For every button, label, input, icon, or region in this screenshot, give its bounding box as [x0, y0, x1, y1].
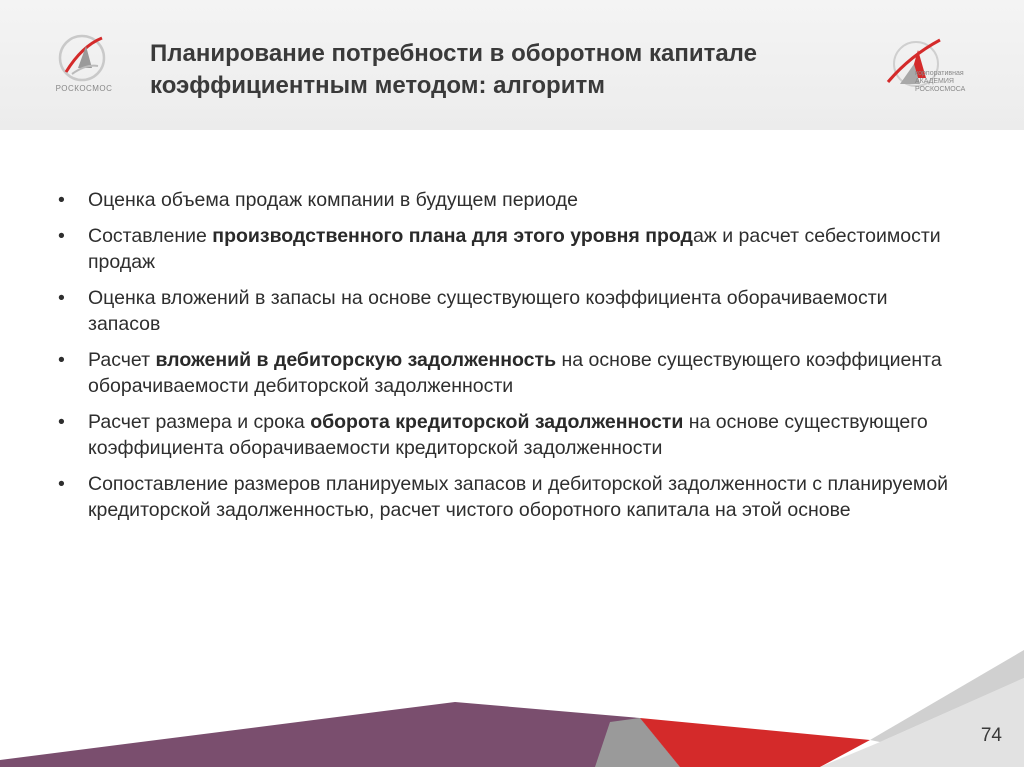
bullet-bold-text: вложений в дебиторскую задолженность [155, 349, 557, 371]
bullet-dot: • [58, 189, 65, 211]
academy-logo-line2: АКАДЕМИЯ [915, 78, 954, 85]
roscosmos-logo-text: РОСКОСМОС [55, 84, 113, 93]
bullet-text: Оценка вложений в запасы на основе существующего коэффициента оборачиваемости запасов [88, 287, 888, 335]
bullet-text: Расчет размера и срока [88, 411, 311, 433]
bullet-text: на основе существующего коэффициента оборачиваемости дебиторской задолженности [88, 349, 942, 397]
page-number: 74 [980, 725, 1002, 746]
bullet-text: Составление [88, 225, 213, 247]
bullet-dot: • [58, 349, 65, 371]
bullet-dot: • [58, 411, 65, 433]
bullet-bold-text: оборота кредиторской задолженности [310, 411, 684, 433]
bullet-dot: • [58, 473, 65, 495]
footer-red-shape [640, 718, 870, 767]
bullet-bold-text: производственного плана для этого уровня прод [212, 225, 693, 247]
academy-logo-line3: РОСКОСМОСА [915, 86, 966, 93]
bullet-text: на основе существующего коэффициента оборачиваемости кредиторской задолженности [88, 411, 928, 459]
footer-purple-shape [0, 702, 680, 767]
bullet-text: Сопоставление размеров планируемых запасов и дебиторской задолженности с планируемой кредиторской задолженностью, расчет чистого оборотного капитала на этой основе [88, 473, 949, 521]
slide-title-line1: Планирование потребности в оборотном капитале [150, 40, 757, 67]
bullet-text: аж и расчет себестоимости продаж [88, 225, 941, 273]
academy-logo-line1: корпоративная [915, 70, 964, 77]
bullet-dot: • [58, 225, 65, 247]
bullet-text: Оценка объема продаж компании в будущем периоде [88, 189, 578, 211]
bullet-dot: • [58, 287, 65, 309]
slide-title-line2: коэффициентным методом: алгоритм [150, 72, 605, 99]
bullet-text: Расчет [88, 349, 156, 371]
